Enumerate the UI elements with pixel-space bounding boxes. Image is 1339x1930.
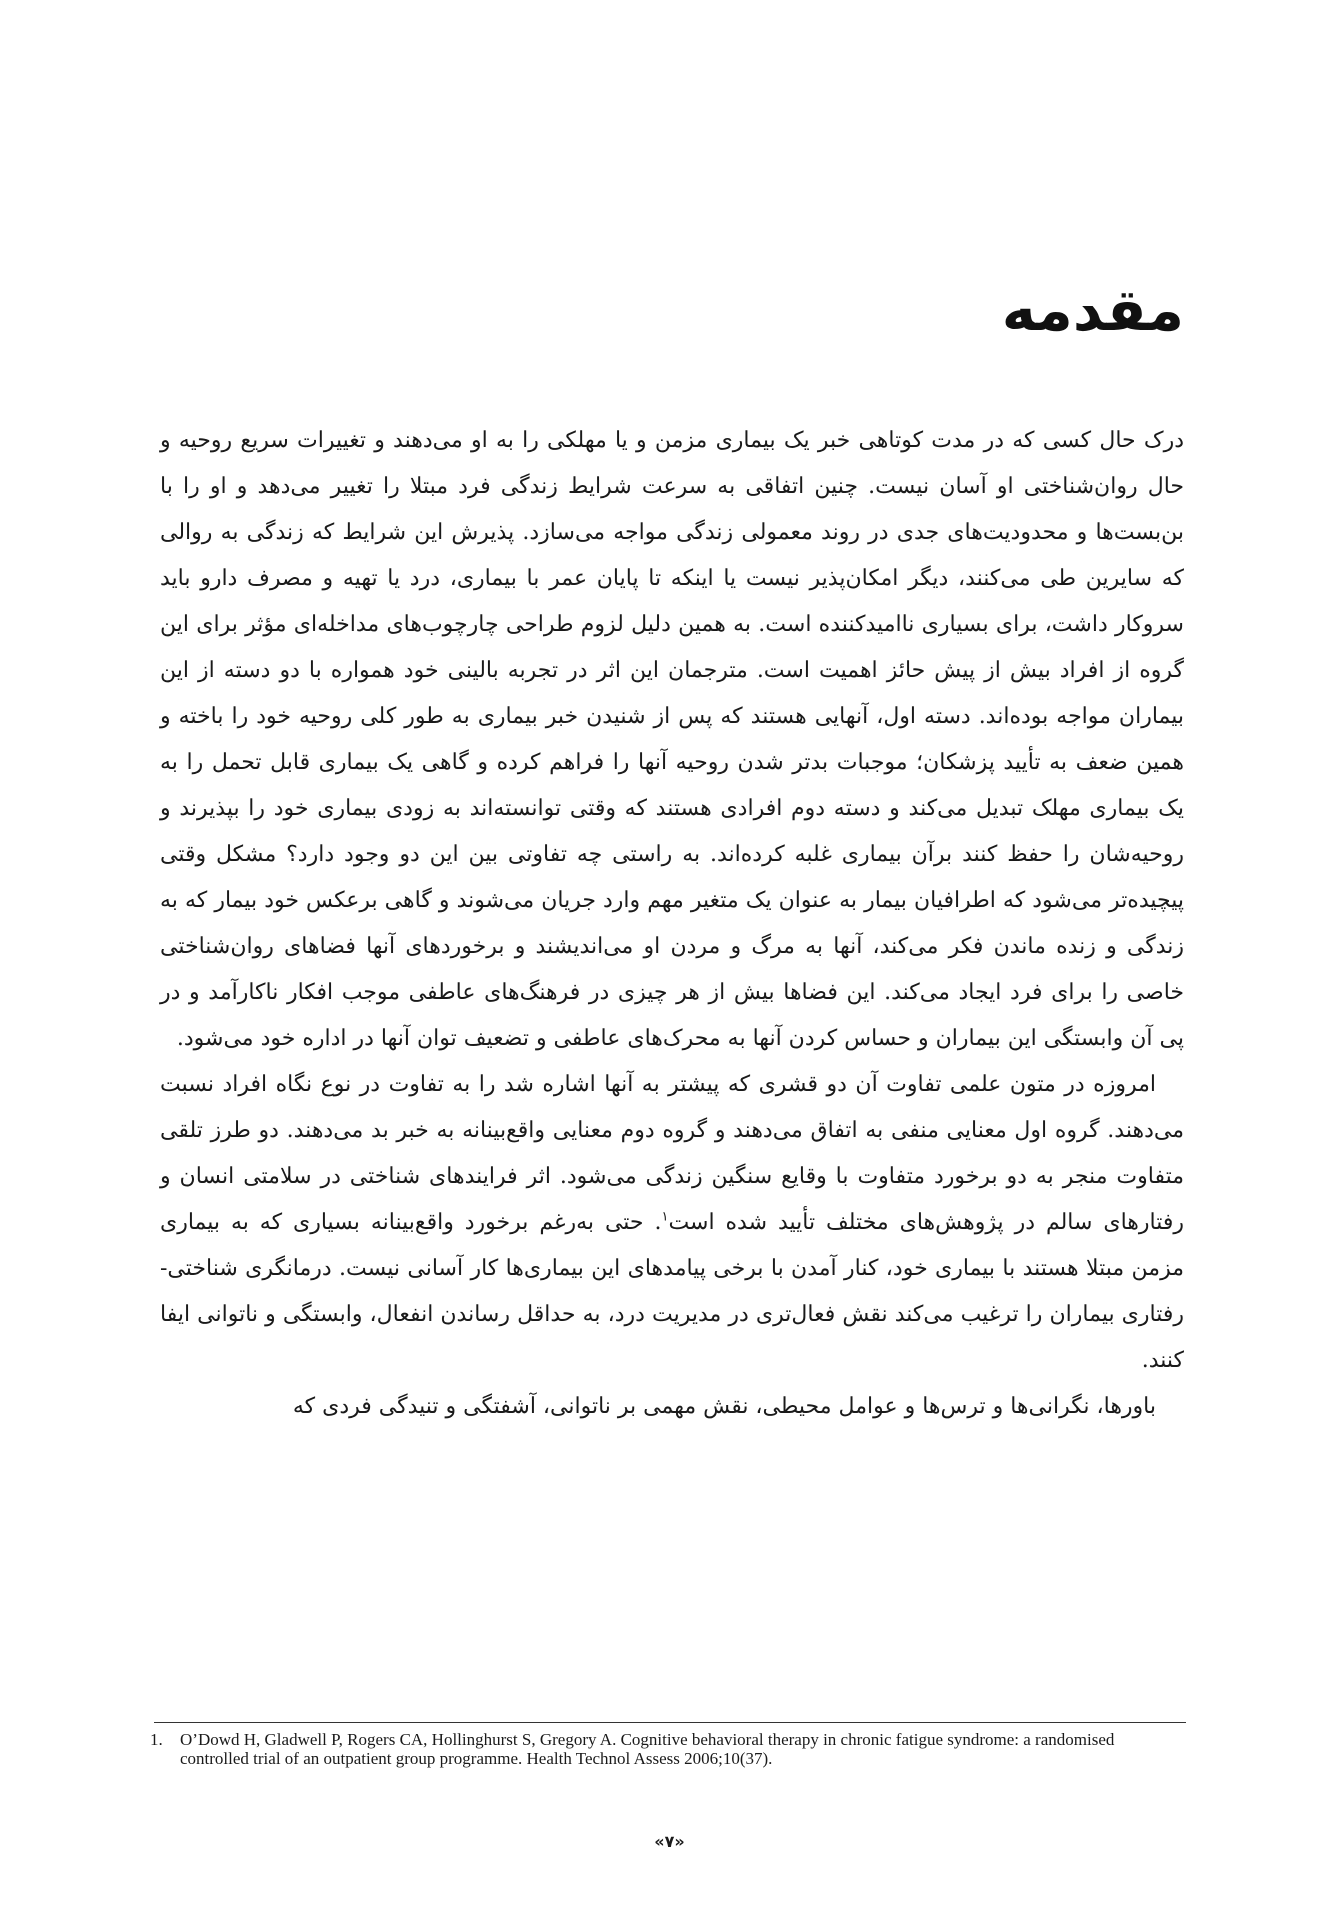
footnote [150, 1730, 1186, 1768]
paragraph-2-text: امروزه در متون علمی تفاوت آن دو قشری که پیشتر به آنها اشاره شد را به تفاوت در نوع نگاه افراد نسبت می‌دهند. گروه اول معنایی منفی به اتفاق می‌دهند و گروه دوم معنایی واقع‌بینانه به خبر بد می‌دهند. دو طرز تلقی متفاوت منجر به دو برخورد متفاوت با وقایع سنگین زندگی می‌شود. اثر فرایندهای شناختی در سلامتی انسان و رفتارهای سالم در پژوهش‌های مختلف تأیید شده است [160, 1072, 1184, 1235]
paragraph-1: درک حال کسی که در مدت کوتاهی خبر یک بیماری مزمن و یا مهلکی را به او می‌دهند و تغییرات سریع روحیه و حال روان‌شناختی او آسان نیست. چنین اتفاقی به سرعت شرایط زندگی فرد مبتلا را تغییر می‌دهد و او را با بن‌بست‌ها و محدودیت‌های جدی در روند معمولی زندگی مواجه می‌سازد. پذیرش این شرایط که زندگی به روالی که سایرین طی می‌کنند، دیگر امکان‌پذیر نیست یا اینکه تا پایان عمر با بیماری، درد یا تهیه و مصرف دارو باید سروکار داشت، برای بسیاری ناامیدکننده است. به همین دلیل لزوم طراحی چارچوب‌های مداخله‌ای مؤثر برای این گروه از افراد بیش از پیش حائز اهمیت است. مترجمان این اثر در تجربه بالینی خود همواره با دو دسته از این بیماران مواجه بوده‌اند. دسته اول، آنهایی هستند که پس از شنیدن خبر بیماری به طور کلی روحیه خود را باخته و همین ضعف به تأیید پزشکان؛ موجبات بدتر شدن روحیه آنها را فراهم کرده و گاهی یک بیماری قابل تحمل را به یک بیماری مهلک تبدیل می‌کند و دسته دوم افرادی هستند که وقتی توانسته‌اند به زودی بیماری خود را بپذیرند و روحیه‌شان را حفظ کنند برآن بیماری غلبه کرده‌اند. به راستی چه تفاوتی بین این دو وجود دارد؟ مشکل وقتی پیچیده‌تر می‌شود که اطرافیان بیمار به عنوان یک متغیر مهم وارد جریان می‌شوند و گاهی برعکس خود بیمار که به زندگی و زنده ماندن فکر می‌کند، آنها به مرگ و مردن او می‌اندیشند و برخوردهای آنها فضاهای روان‌شناختی خاصی را برای فرد ایجاد می‌کند. این فضاها بیش از هر چیزی در فرهنگ‌های عاطفی موجب افکار ناکارآمد و در پی آن وابستگی این بیماران و حساس کردن آنها به محرک‌های عاطفی و تضعیف توان آنها در اداره خود می‌شود. [160, 428, 1184, 1051]
footnote-text: O’Dowd H, Gladwell P, Rogers CA, Hollinghurst S, Gregory A. Cognitive behavioral therapy in chronic fatigue syndrome: a randomised controlled trial of an outpatient group programme. Health Technol Assess 2006;10(37). [180, 1730, 1115, 1768]
paragraph-2 [160, 1062, 1184, 1384]
footnote-divider [154, 1722, 1186, 1723]
footnote-reference[interactable]: ۱ [661, 1209, 669, 1225]
page-number: «۷» [654, 1832, 685, 1851]
paragraph-2-continuation: حتی به‌رغم برخورد واقع‌بینانه بسیاری که به بیماری مزمن مبتلا هستند با بیماری خود، کنار آمدن با برخی پیامدهای این بیماری‌ها کار آسانی نیست. درمانگری شناختی- رفتاری بیماران را ترغیب می‌کند نقش فعال‌تری در مدیریت درد، به حداقل رساندن انفعال، وابستگی و ناتوانی ایفا کنند. [160, 1210, 1184, 1373]
footnote-number: 1. [150, 1730, 163, 1749]
page-title: مقدمه [1001, 276, 1184, 344]
body-text [160, 418, 1184, 1430]
paragraph-3: باورها، نگرانی‌ها و ترس‌ها و عوامل محیطی، نقش مهمی بر ناتوانی، آشفتگی و تنیدگی فردی که [292, 1394, 1156, 1419]
paragraph-2-separator: . [643, 1210, 662, 1235]
